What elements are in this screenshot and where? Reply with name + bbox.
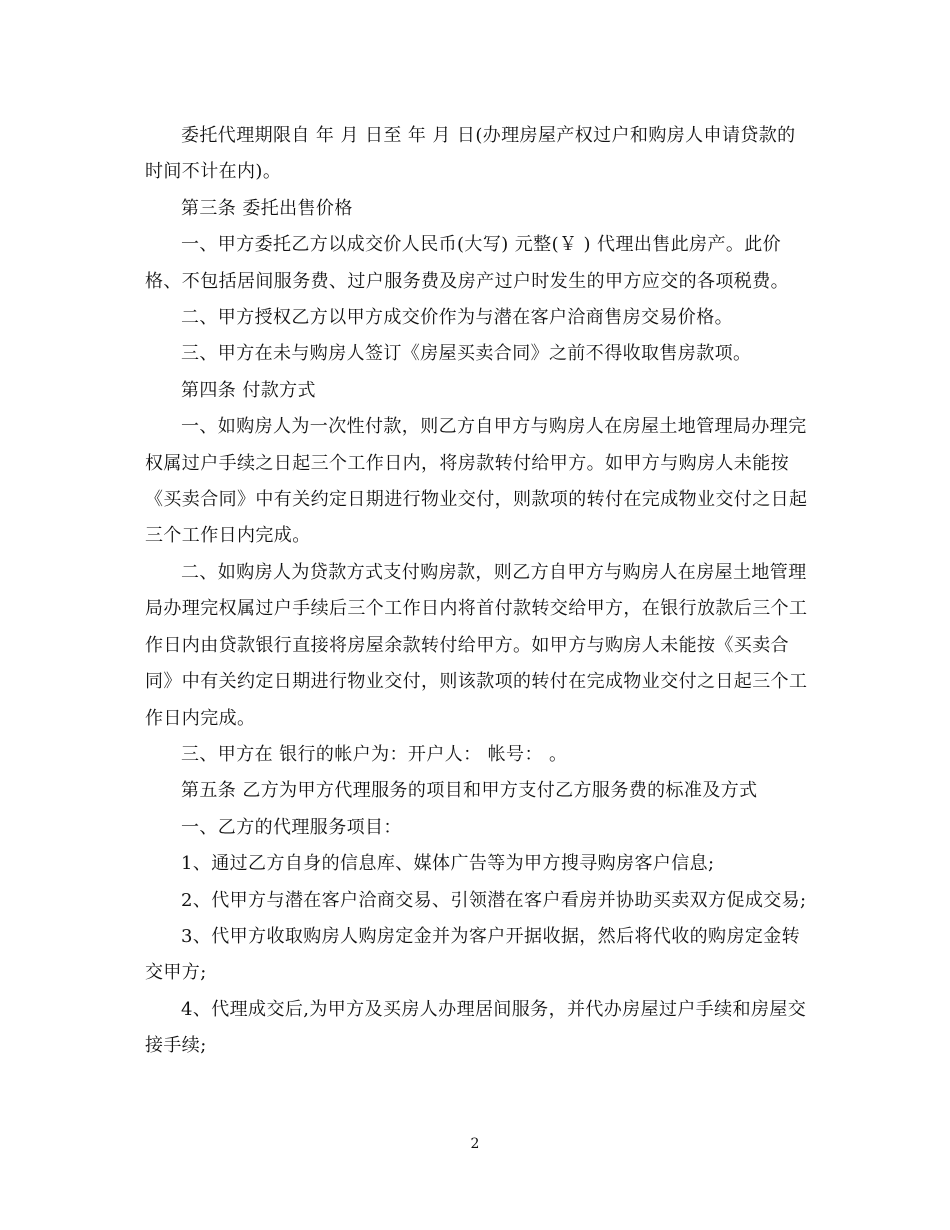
paragraph-service-item-3: 3、代甲方收取购房人购房定金并为客户开据收据，然后将代收的购房定金转交甲方; [145, 925, 801, 984]
paragraph-price-3: 三、甲方在未与购房人签订《房屋买卖合同》之前不得收取售房款项。 [181, 343, 752, 365]
paragraph-services-heading: 一、乙方的代理服务项目： [181, 816, 402, 838]
heading-article-3: 第三条 委托出售价格 [181, 197, 353, 219]
document-body [145, 118, 810, 1065]
paragraph-service-item-4: 4、代理成交后,为甲方及买房人办理居间服务，并代办房屋过户手续和房屋交接手续; [145, 998, 807, 1057]
page-number: 2 [470, 1136, 480, 1152]
paragraph-service-item-1: 1、通过乙方自身的信息库、媒体广告等为甲方搜寻购房客户信息; [181, 853, 715, 875]
paragraph-payment-2: 二、如购房人为贷款方式支付购房款，则乙方自甲方与购房人在房屋土地管理局办理完权属过户手续后三个工作日内将首付款转交给甲方，在银行放款后三个工作日内由贷款银行直接将房屋余款转付给甲方。如甲方与购房人未能按《买卖合同》中有关约定日期进行物业交付，则该款项的转付在完成物业交付之日起三个工作日内完成。 [145, 561, 808, 729]
paragraph-service-item-2: 2、代甲方与潜在客户洽商交易、引领潜在客户看房并协助买卖双方促成交易; [181, 889, 807, 911]
paragraph-payment-3: 三、甲方在 银行的帐户为：开户人： 帐号： 。 [181, 743, 568, 765]
heading-article-4: 第四条 付款方式 [181, 379, 316, 401]
paragraph-payment-1: 一、如购房人为一次性付款，则乙方自甲方与购房人在房屋土地管理局办理完权属过户手续之日起三个工作日内，将房款转付给甲方。如甲方与购房人未能按《买卖合同》中有关约定日期进行物业交付，则款项的转付在完成物业交付之日起三个工作日内完成。 [145, 416, 808, 547]
paragraph-price-1: 一、甲方委托乙方以成交价人民币(大写) 元整(￥ ) 代理出售此房产。此价格、不包括居间服务费、过户服务费及房产过户时发生的甲方应交的各项税费。 [145, 234, 789, 292]
heading-article-5: 第五条 乙方为甲方代理服务的项目和甲方支付乙方服务费的标准及方式 [181, 780, 758, 802]
paragraph-term-period: 委托代理期限自 年 月 日至 年 月 日(办理房屋产权过户和购房人申请贷款的时间不计在内)。 [145, 125, 796, 183]
paragraph-price-2: 二、甲方授权乙方以甲方成交价作为与潜在客户洽商售房交易价格。 [181, 307, 733, 329]
